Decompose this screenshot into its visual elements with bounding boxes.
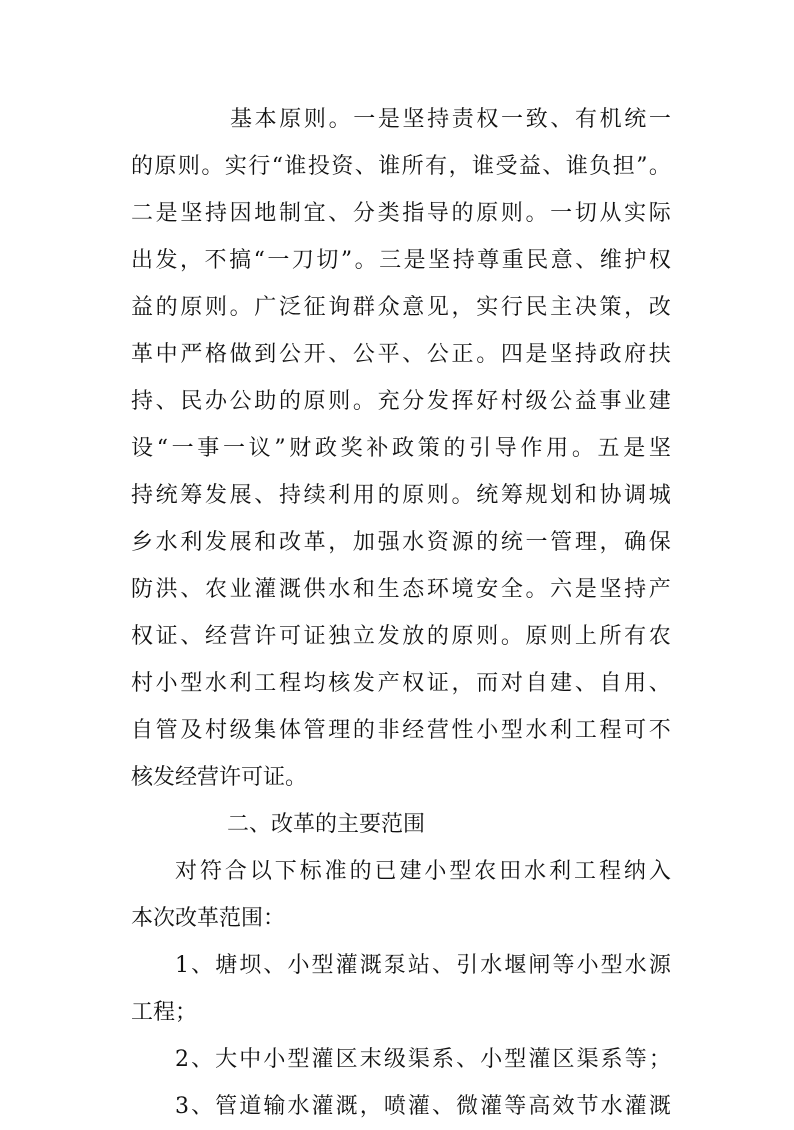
- paragraph-line: 设 “ 一 事 一 议 ” 财 政 奖 补 政 策 的 引 导 作 用 。 五 是 坚: [131, 436, 671, 461]
- list-item-line: 1 、 塘 坝 、 小 型 灌 溉 泵 站 、 引 水 堰 闸 等 小 型 水 源: [175, 953, 671, 978]
- paragraph-line: 本次改革范围：: [131, 906, 286, 931]
- paragraph-line: 基 本 原 则 。 一 是 坚 持 责 权 一 致 、 有 机 统 一: [230, 107, 671, 132]
- paragraph-line: 出 发 ， 不 搞 “ 一 刀 切 ” 。 三 是 坚 持 尊 重 民 意 、 维 护 权: [131, 248, 671, 273]
- paragraph-line: 权 证 、 经 营 许 可 证 独 立 发 放 的 原 则 。 原 则 上 所 有 农: [131, 624, 671, 649]
- paragraph-line: 持 统 筹 发 展 、 持 续 利 用 的 原 则 。 统 筹 规 划 和 协 调 城: [131, 483, 671, 508]
- paragraph-line: 二 是 坚 持 因 地 制 宜 、 分 类 指 导 的 原 则 。 一 切 从 实 际: [131, 201, 671, 226]
- paragraph-line: 乡 水 利 发 展 和 改 革 ， 加 强 水 资 源 的 统 一 管 理 ， 确 保: [131, 530, 671, 555]
- paragraph-line: 持 、 民 办 公 助 的 原 则 。 充 分 发 挥 好 村 级 公 益 事 业 建: [131, 389, 671, 414]
- paragraph-line: 防 洪 、 农 业 灌 溉 供 水 和 生 态 环 境 安 全 。 六 是 坚 持 产: [131, 577, 671, 602]
- paragraph-line: 对 符 合 以 下 标 准 的 已 建 小 型 农 田 水 利 工 程 纳 入: [175, 859, 671, 884]
- list-item-line: 工程；: [131, 1000, 198, 1025]
- document-body: [131, 96, 671, 1130]
- paragraph-line: 村 小 型 水 利 工 程 均 核 发 产 权 证 ， 而 对 自 建 、 自 用 、: [131, 671, 671, 696]
- list-item-line: 3 、 管 道 输 水 灌 溉 ， 喷 灌 、 微 灌 等 高 效 节 水 灌 溉: [175, 1094, 671, 1119]
- section-heading: 二、改革的主要范围: [227, 812, 426, 837]
- paragraph-line: 核发经营许可证。: [131, 765, 308, 790]
- paragraph-line: 益 的 原 则 。 广 泛 征 询 群 众 意 见 ， 实 行 民 主 决 策 ， 改: [131, 295, 671, 320]
- list-item-line: 2 、 大 中 小 型 灌 区 末 级 渠 系 、 小 型 灌 区 渠 系 等 ；: [175, 1047, 671, 1072]
- paragraph-line: 自 管 及 村 级 集 体 管 理 的 非 经 营 性 小 型 水 利 工 程 可 不: [131, 718, 671, 743]
- paragraph-line: 革 中 严 格 做 到 公 开 、 公 平 、 公 正 。 四 是 坚 持 政 府 扶: [131, 342, 671, 367]
- paragraph-line: 的 原 则 。 实 行 “ 谁 投 资 、 谁 所 有 ， 谁 受 益 、 谁 负 担 ” 。: [131, 154, 671, 179]
